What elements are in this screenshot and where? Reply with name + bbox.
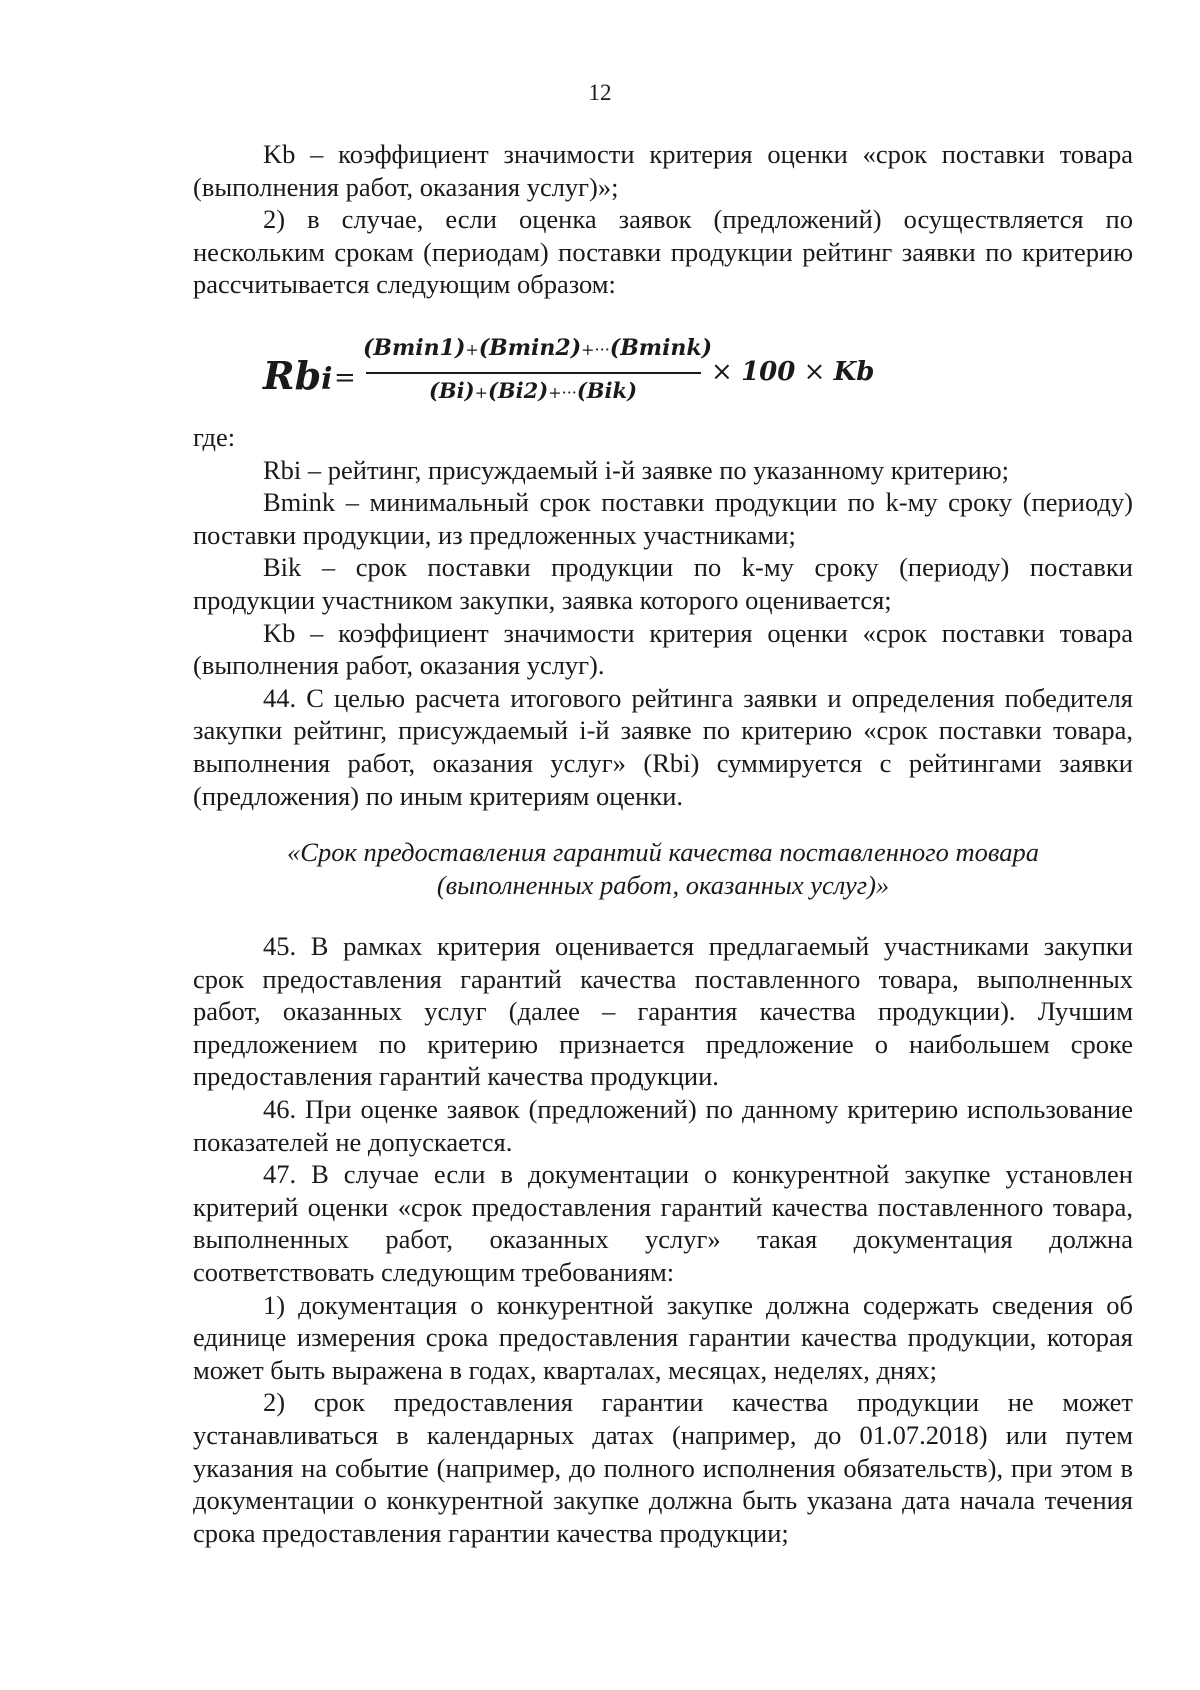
section-heading [193,836,1133,901]
numerator-term-2: (Bmin2) [478,335,582,361]
formula-factor: 100 [741,357,796,387]
rating-formula [263,335,903,415]
section-heading-line: «Срок предоставления гарантий качества поставленного товара [287,837,1039,867]
denominator-plus: + [474,383,488,402]
numerator-plus-dots: +··· [581,340,610,359]
paragraph: Bmink – минимальный срок поставки продукции по k-му сроку (периоду) поставки продукции, из предложенных участниками; [193,487,1133,550]
numerator-plus: + [465,340,479,359]
paragraph: 2) срок предоставления гарантии качества продукции не может устанавливаться в календарных датах (например, до 01.07.2018) или путем указания на событие (например, до полного исполнения обязательств), при этом в документации о конкурентной закупке должна быть указана дата начала течения срока предоставления гарантии качества продукции; [193,1387,1133,1548]
paragraph: 1) документация о конкурентной закупке должна содержать сведения об единице измерения срока предоставления гарантии качества продукции, которая может быть выражена в годах, кварталах, месяцах, неделях, днях; [193,1289,1133,1385]
paragraph: 46. При оценке заявок (предложений) по данному критерию использование показателей не допускается. [193,1093,1133,1157]
times-sign: × [803,357,826,387]
paragraph: Kb – коэффициент значимости критерия оценки «срок поставки товара (выполнения работ, оказания услуг). [193,617,1133,681]
paragraph: 44. С целью расчета итогового рейтинга заявки и определения победителя закупки рейтинг, присуждаемый i-й заявке по критерию «срок поставки товара, выполнения работ, оказания услуг» (Rbi) суммируется с рейтингами заявки (предложения) по иным критериям оценки. [193,682,1133,811]
warranty-text-block [193,930,1133,1549]
formula-lhs [263,353,333,398]
formula-numerator [363,335,713,361]
paragraph: 2) в случае, если оценка заявок (предложений) осуществляется по нескольким срокам (периодам) поставки продукции рейтинг заявки по критерию рассчитывается следующим образом: [193,204,1133,300]
numerator-term-1: (Bmin1) [363,335,466,361]
fraction-bar [366,372,701,374]
formula-multiplier [711,357,874,387]
definitions-text-block [193,421,1133,812]
intro-text-block [193,138,1133,301]
formula-denominator [363,378,703,403]
denominator-plus-dots: +··· [548,383,577,402]
paragraph: 47. В случае если в документации о конкурентной закупке установлен критерий оценки «срок предоставления гарантий качества поставленного товара, выполненных работ, оказанных услуг» такая документация должна соответствовать следующим требованиям: [193,1159,1133,1287]
paragraph: Bik – срок поставки продукции по k-му сроку (периоду) поставки продукции участником закупки, заявка которого оценивается; [193,552,1133,615]
denominator-term-2: (Bi2) [487,378,549,403]
formula-equals: = [334,363,356,393]
paragraph: Kb – коэффициент значимости критерия оценки «срок поставки товара (выполнения работ, оказания услуг)»; [193,139,1133,202]
page-number: 12 [588,80,612,105]
times-sign: × [711,357,733,387]
paragraph: 45. В рамках критерия оценивается предлагаемый участниками закупки срок предоставления гарантий качества поставленного товара, выполненных работ, оказанных услуг (далее – гарантия качества продукции). Лучшим предложением по критерию признается предложение о наибольшем сроке предоставления гарантий качества продукции. [193,931,1133,1092]
formula-lhs-sub: i [321,362,333,397]
formula-lhs-main: Rb [263,353,322,398]
denominator-term-3: (Bik) [576,378,638,403]
paragraph: Rbi – рейтинг, присуждаемый i-й заявке по указанному критерию; [263,454,1009,485]
denominator-term-1: (Bi) [428,378,475,403]
section-heading-line: (выполненных работ, оказанных услуг)» [436,869,890,900]
numerator-term-3: (Bmink) [609,335,713,361]
where-label: где: [193,422,236,452]
formula-coefficient: Kb [833,357,875,387]
